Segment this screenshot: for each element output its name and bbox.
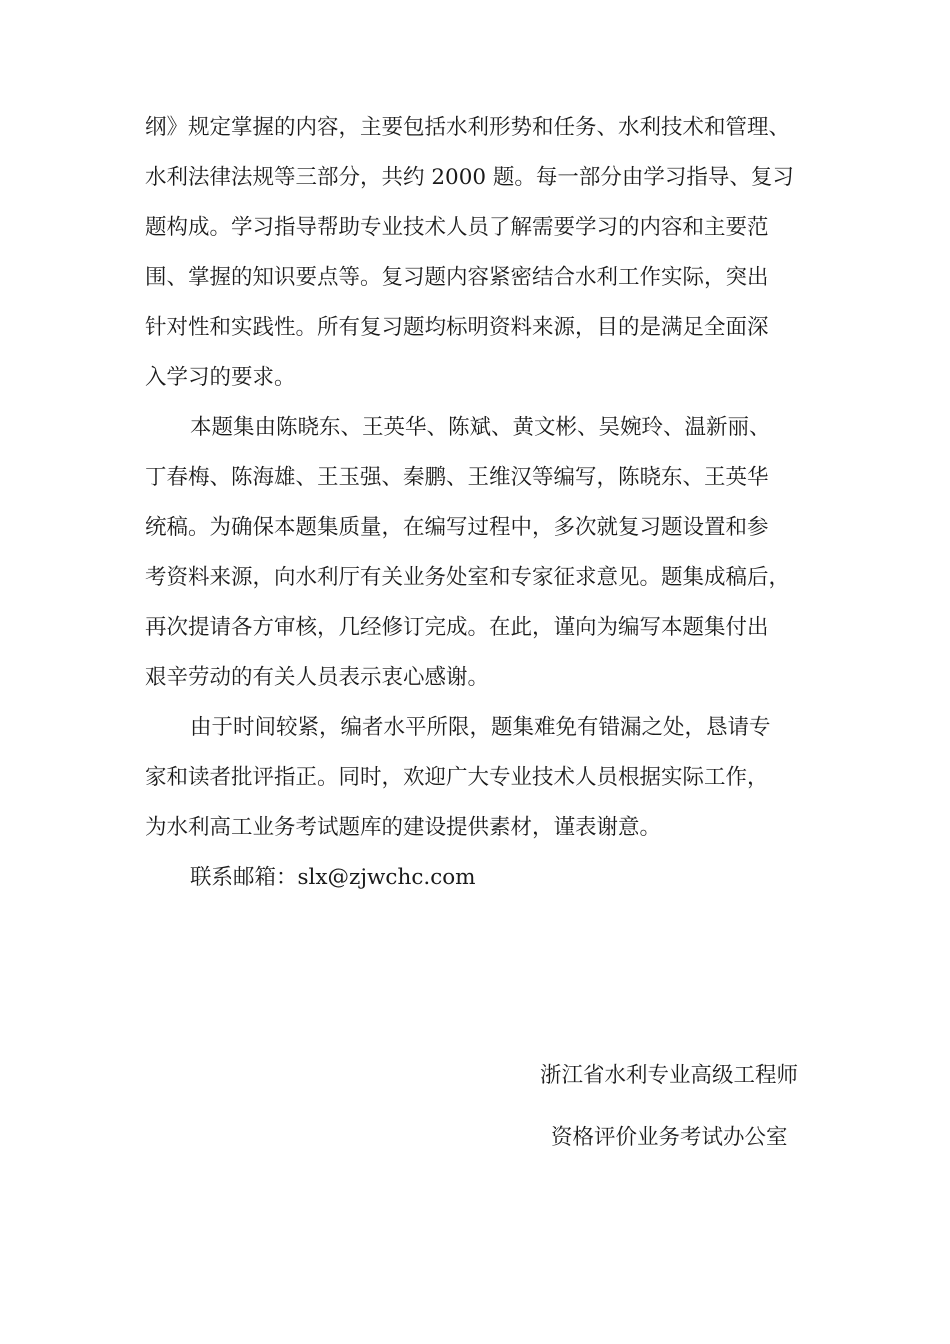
body-line: 入学习的要求。 xyxy=(145,365,296,390)
body-line: 由于时间较紧，编者水平所限，题集难免有错漏之处，恳请专 xyxy=(190,715,771,740)
body-line: 艰辛劳动的有关人员表示衷心感谢。 xyxy=(145,665,490,690)
body-line: 围、掌握的知识要点等。复习题内容紧密结合水利工作实际，突出 xyxy=(145,265,769,290)
signature-organization-line-2: 资格评价业务考试办公室 xyxy=(551,1125,788,1150)
body-line: 针对性和实践性。所有复习题均标明资料来源，目的是满足全面深 xyxy=(145,315,769,340)
body-line: 题构成。学习指导帮助专业技术人员了解需要学习的内容和主要范 xyxy=(145,215,769,240)
body-line: 本题集由陈晓东、王英华、陈斌、黄文彬、吴婉玲、温新丽、 xyxy=(190,415,771,440)
body-line: 家和读者批评指正。同时，欢迎广大专业技术人员根据实际工作， xyxy=(145,765,769,790)
body-line: 纲》规定掌握的内容，主要包括水利形势和任务、水利技术和管理、 xyxy=(145,115,791,140)
contact-email-line: 联系邮箱：slx@zjwchc.com xyxy=(190,865,476,890)
body-line: 丁春梅、陈海雄、王玉强、秦鹏、王维汉等编写，陈晓东、王英华 xyxy=(145,465,769,490)
signature-organization-line-1: 浙江省水利专业高级工程师 xyxy=(540,1063,799,1088)
body-line: 考资料来源，向水利厅有关业务处室和专家征求意见。题集成稿后， xyxy=(145,565,791,590)
body-line: 水利法律法规等三部分，共约 2000 题。每一部分由学习指导、复习 xyxy=(145,165,794,190)
body-line: 再次提请各方审核，几经修订完成。在此，谨向为编写本题集付出 xyxy=(145,615,769,640)
body-line: 为水利高工业务考试题库的建设提供素材，谨表谢意。 xyxy=(145,815,662,840)
body-line: 统稿。为确保本题集质量，在编写过程中，多次就复习题设置和参 xyxy=(145,515,769,540)
